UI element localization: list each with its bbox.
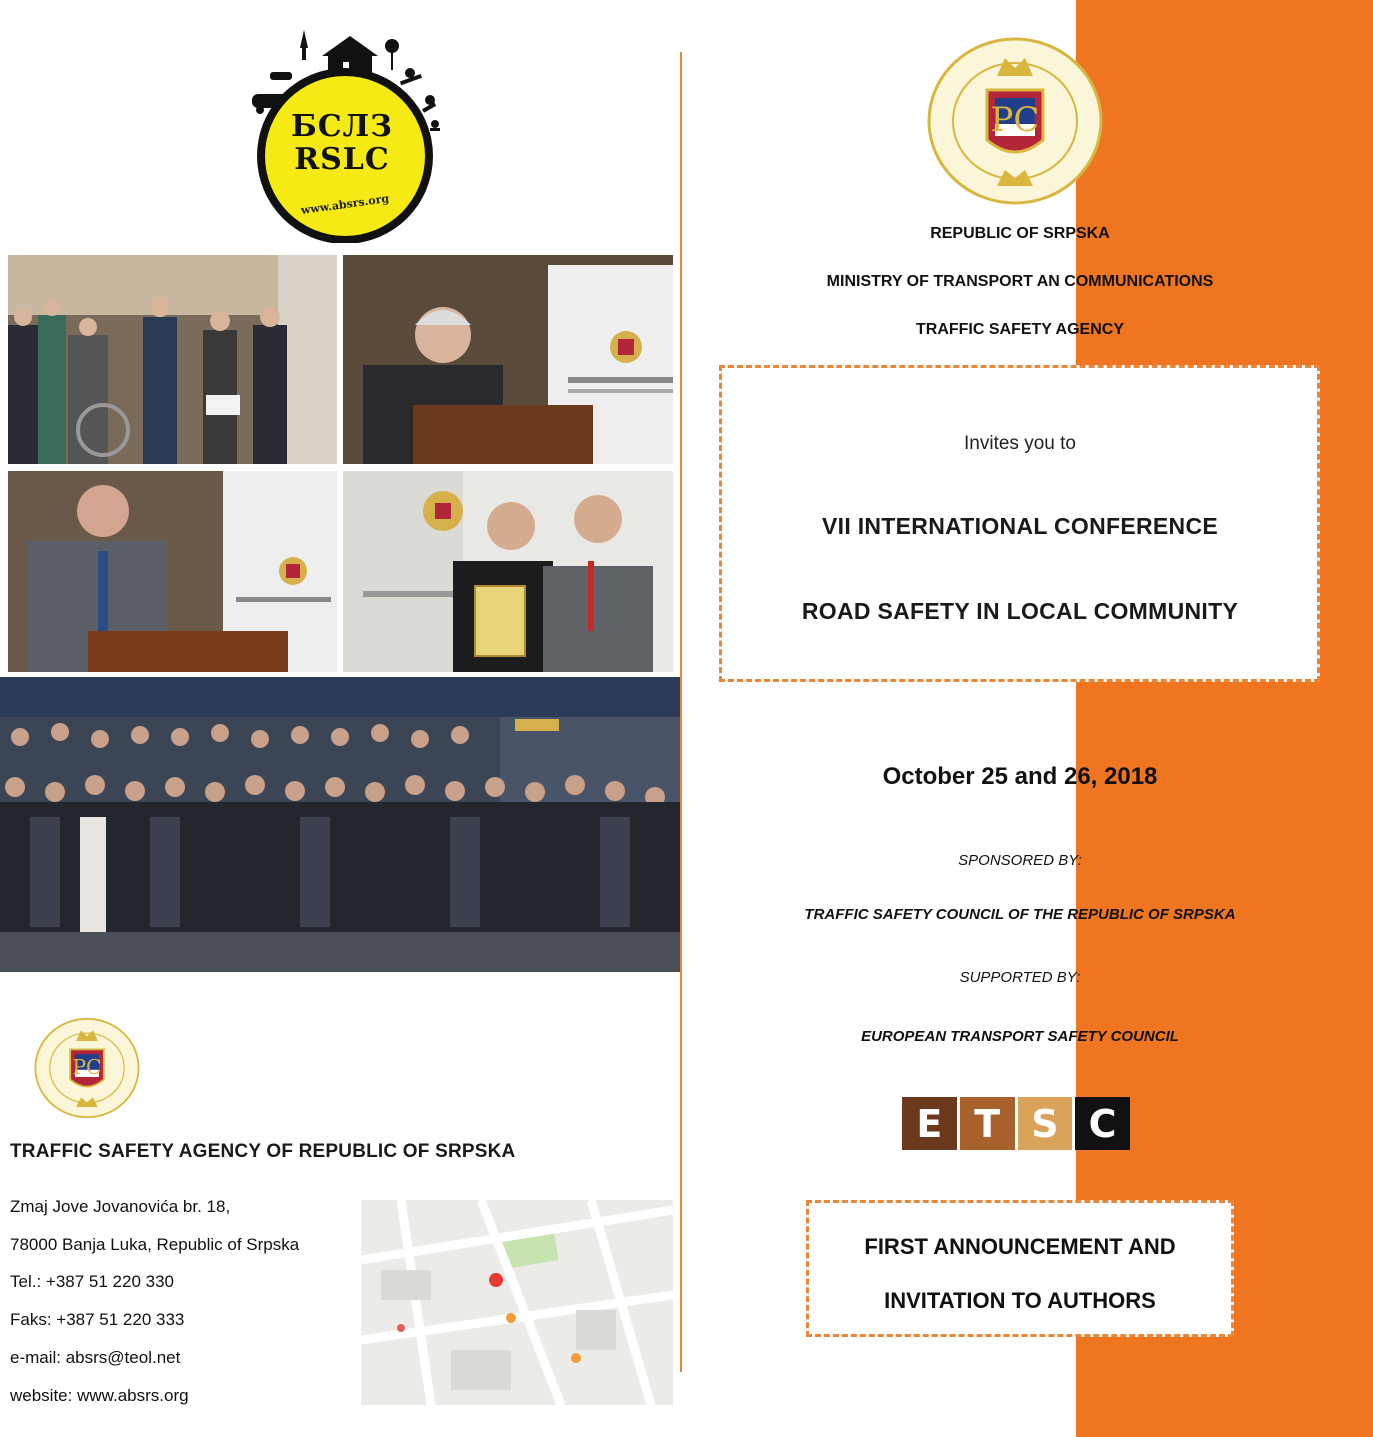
agency-address-street: Zmaj Jove Jovanovića br. 18, (10, 1197, 231, 1216)
agency-phone: Tel.: +387 51 220 330 (10, 1272, 174, 1291)
logo-cyrillic: БСЛЗ (291, 109, 393, 144)
sponsored-by: TRAFFIC SAFETY COUNCIL OF THE REPUBLIC OF SRPSKA (804, 906, 1236, 923)
sponsored-label: SPONSORED BY: (958, 852, 1082, 869)
conference-date: October 25 and 26, 2018 (882, 763, 1158, 790)
republic-emblem-top (925, 36, 1105, 206)
agency-email[interactable]: e-mail: absrs@teol.net (10, 1348, 181, 1367)
location-map[interactable] (361, 1200, 673, 1405)
conference-title: ROAD SAFETY IN LOCAL COMMUNITY (801, 598, 1239, 624)
republic-emblem-bottom (33, 1017, 141, 1119)
conference-number: VII INTERNATIONAL CONFERENCE (821, 513, 1218, 539)
svg-text:PC: PC (990, 100, 1040, 140)
agency-fax: Faks: +387 51 220 333 (10, 1310, 185, 1329)
agency-address-city: 78000 Banja Luka, Republic of Srpska (10, 1235, 300, 1254)
rslc-logo-text (262, 110, 422, 176)
invites-text: Invites you to (964, 433, 1076, 454)
etsc-letter-t: T (960, 1097, 1015, 1150)
photo-speaker-podium-1 (343, 255, 673, 464)
logo-url: www.absrs.org (300, 191, 390, 218)
supported-by: EUROPEAN TRANSPORT SAFETY COUNCIL (861, 1028, 1179, 1045)
etsc-logo (902, 1097, 1130, 1150)
svg-text:PC: PC (72, 1055, 102, 1079)
etsc-letter-c: C (1075, 1097, 1130, 1150)
agency-name: TRAFFIC SAFETY AGENCY OF REPUBLIC OF SRPSKA (10, 1141, 516, 1162)
supported-label: SUPPORTED BY: (959, 969, 1081, 986)
photo-group (0, 677, 680, 972)
photo-award-handover (343, 471, 673, 672)
logo-latin: RSLC (294, 142, 390, 177)
announcement-line2: INVITATION TO AUTHORS (884, 1288, 1156, 1313)
photo-speaker-podium-2 (8, 471, 337, 672)
announcement-line1: FIRST ANNOUNCEMENT AND (864, 1234, 1176, 1259)
header-ministry: MINISTRY OF TRANSPORT AN COMMUNICATIONS (826, 273, 1214, 290)
photo-audience (8, 255, 337, 464)
etsc-letter-e: E (902, 1097, 957, 1150)
etsc-letter-s: S (1018, 1097, 1073, 1150)
header-republic: REPUBLIC OF SRPSKA (930, 225, 1110, 242)
header-agency: TRAFFIC SAFETY AGENCY (915, 321, 1124, 338)
vertical-divider (680, 52, 682, 1372)
agency-website[interactable]: website: www.absrs.org (10, 1386, 189, 1405)
